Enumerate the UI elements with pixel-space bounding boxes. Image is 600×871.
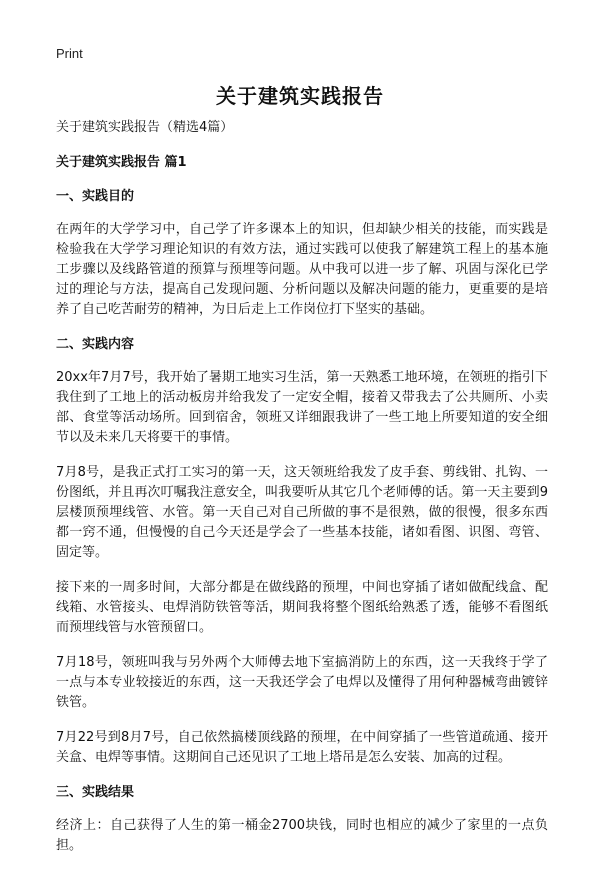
document-title: 关于建筑实践报告 [216,84,384,108]
article-body [56,118,548,871]
section-heading-content: 二、实践内容 [56,337,135,352]
paragraph: 7月22号到8月7号，自己依然搞楼顶线路的预埋，在中间穿插了一些管道疏通、接开关盒、电焊等事情。这期间自己还见识了工地上塔吊是怎么安装、加高的过程。 [56,730,548,765]
section-heading-purpose: 一、实践目的 [56,189,135,204]
article-title: 关于建筑实践报告 篇1 [56,155,187,170]
paragraph: 20xx年7月7号，我开始了暑期工地实习生活，第一天熟悉工地环境，在领班的指引下我住到了工地上的活动板房并给我发了一定安全帽，接着又带我去了公共厕所、小卖部、食堂等活动场所。回到宿舍，领班又详细跟我讲了一些工地上所要知道的安全细节以及未来几天将要干的事情。 [56,370,548,445]
section-heading-results: 三、实践结果 [56,785,135,800]
paragraph: 接下来的一周多时间，大部分都是在做线路的预埋，中间也穿插了诸如做配线盒、配线箱、水管接头、电焊消防铁管等活，期间我将整个图纸给熟悉了透，能够不看图纸而预埋线管与水管预留口。 [56,580,548,635]
paragraph: 经济上：自己获得了人生的第一桶金2700块钱，同时也相应的减少了家里的一点负担。 [56,818,548,853]
paragraph: 7月8号，是我正式打工实习的第一天，这天领班给我发了皮手套、剪线钳、扎钩、一份图纸，并且再次叮嘱我注意安全，叫我要听从其它几个老师傅的话。第一天主要到9层楼顶预埋线管、水管。第一天自己对自己所做的事不是很熟，做的很慢，很多东西都一窍不通，但慢慢的自己今天还是学会了一些基本技能，诸如看图、识图、弯管、固定等。 [56,465,548,560]
paragraph: 在两年的大学学习中，自己学了许多课本上的知识，但却缺少相关的技能，而实践是检验我在大学学习理论知识的有效方法，通过实践可以使我了解建筑工程上的基本施工步骤以及线路管道的预算与预埋等问题。从中我可以进一步了解、巩固与深化已学过的理论与方法，提高自己发现问题、分析问题以及解决问题的能力，更重要的是培养了自己吃苦耐劳的精神，为日后走上工作岗位打下坚实的基础。 [56,222,548,317]
print-link[interactable]: Print [56,46,83,61]
article-subtitle: 关于建筑实践报告（精选4篇） [56,120,234,135]
paragraph: 7月18号，领班叫我与另外两个大师傅去地下室搞消防上的东西，这一天我终于学了一点与本专业较接近的东西，这一天我还学会了电焊以及懂得了用何种器械弯曲镀锌铁管。 [56,655,548,710]
